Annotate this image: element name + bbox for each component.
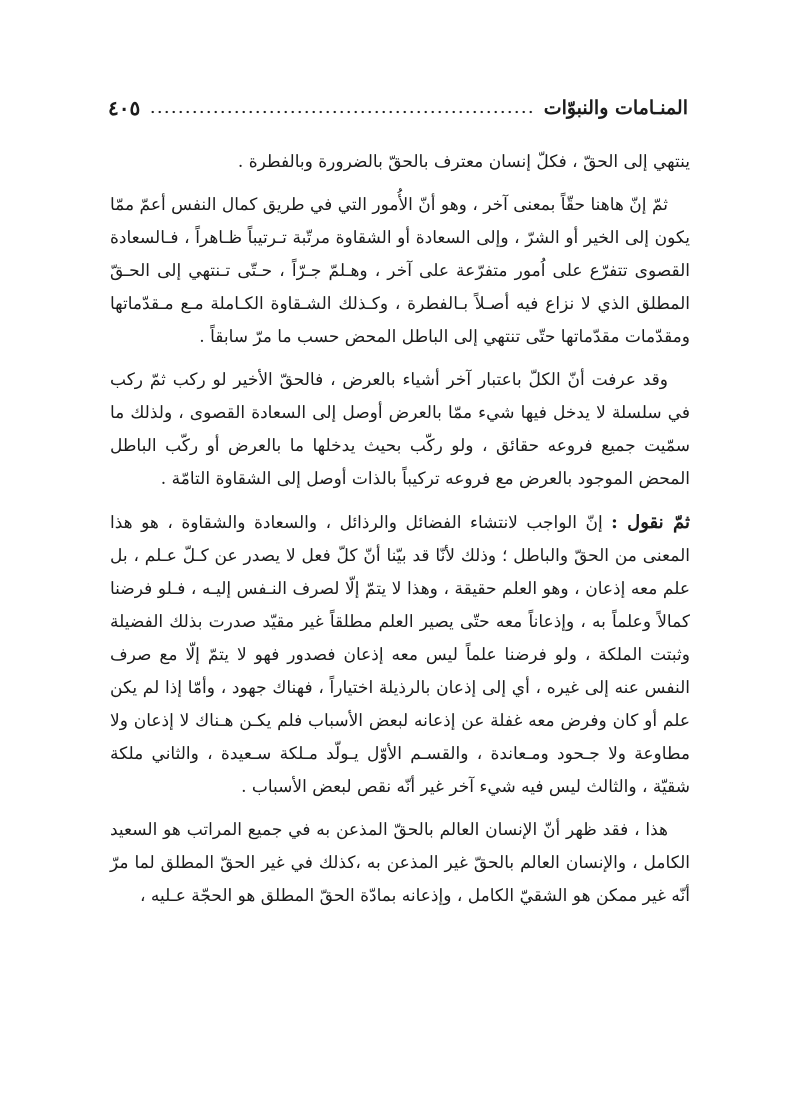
dot-leader [148,108,535,116]
paragraph-2-text: ثمّ إنّ هاهنا حقّاً بمعنى آخر ، وهو أنّ الأُمور التي في طريق كمال النفس أعمّ ممّا يكون إلى الخير أو الشرّ ، وإلى السعادة أو الشقاوة مرتّبة تـرتيباً ظـاهراً ، فـالسعادة القصوى تتفرّع على اُمور متفرّعة على آخر ، وهـلمّ جـرّاً ، حـتّى تـنتهي إلى الحـقّ المطلق الذي لا نزاع فيه أصـلاً بـالفطرة ، وكـذلك الشـقاوة الكـاملة مـع مـقدّماتها ومقدّمات مقدّماتها حتّى تنتهي إلى الباطل المحض حسب ما مرّ سابقاً . [110,195,690,347]
paragraph-4-text: إنّ الواجب لانتشاء الفضائل والرذائل ، والسعادة والشقاوة ، هو هذا المعنى من الحقّ والباطل ؛ وذلك لأنّا قد بيّنا أنّ كلّ فعل لا يصدر عن كـلّ عـلم ، بل علم معه إذعان ، وهو العلم حقيقة ، وهذا لا يتمّ إلّا لصرف النـفس إليـه ، فـلو فرضنا كمالاً وعلماً به ، وإذعاناً معه حتّى يصير العلم مطلقاً غير مقيّد صدرت بذلك الفضيلة وثبتت الملكة ، ولو فرضنا علماً ليس معه إذعان فصدور فهو لا يتمّ إلّا مع صرف النفس عنه إلى غيره ، أي إلى إذعان بالرذيلة اختياراً ، فهناك جهود ، وأمّا إذا لم يكن علم أو كان وفرض معه غفلة عن إذعانه لبعض الأسباب فلم يكـن هـناك لا إذعان ولا مطاوعة ولا جـحود ومـعاندة ، والقسـم الأوّل يـولّد مـلكة سـعيدة ، والثاني ملكة شقيّة ، والثالث ليس فيه شيء آخر غير أنّه نقص لبعض الأسباب . [110,513,691,797]
text-body [110,146,690,923]
paragraph-4-lead: ثمّ نقول : [611,512,691,533]
chapter-title: المنـامات والنبوّات [543,97,688,119]
paragraph-3-text: وقد عرفت أنّ الكلّ باعتبار آخر أشياء بالعرض ، فالحقّ الأخير لو ركب ثمّ ركب في سلسلة لا يدخل فيها شيء ممّا بالعرض أوصل إلى السعادة القصوى ، ولذلك ما سمّيت جميع فروعه حقائق ، ولو ركّب بحيث يدخلها ما بالعرض أو ركّب الباطل المحض الموجود بالعرض مع فروعه تركيباً بالذات أوصل إلى الشقاوة التامّة . [110,370,690,489]
running-header [108,90,688,126]
paragraph-3 [110,364,690,496]
paragraph-2 [110,189,690,354]
paragraph-1-text: ينتهي إلى الحقّ ، فكلّ إنسان معترف بالحقّ بالضرورة وبالفطرة . [237,152,690,172]
paragraph-5 [110,814,690,913]
paragraph-4 [110,506,690,804]
paragraph-1 [110,146,690,179]
page-number: ٤٠٥ [108,96,141,120]
paragraph-5-text: هذا ، فقد ظهر أنّ الإنسان العالم بالحقّ المذعن به في جميع المراتب هو السعيد الكامل ، والإنسان العالم بالحقّ غير المذعن به ،كذلك في غير الحقّ المطلق لما مرّ أنّه غير ممكن هو الشقيّ الكامل ، وإذعانه بمادّة الحقّ المطلق هو الحجّة عـليه ، [110,820,690,906]
